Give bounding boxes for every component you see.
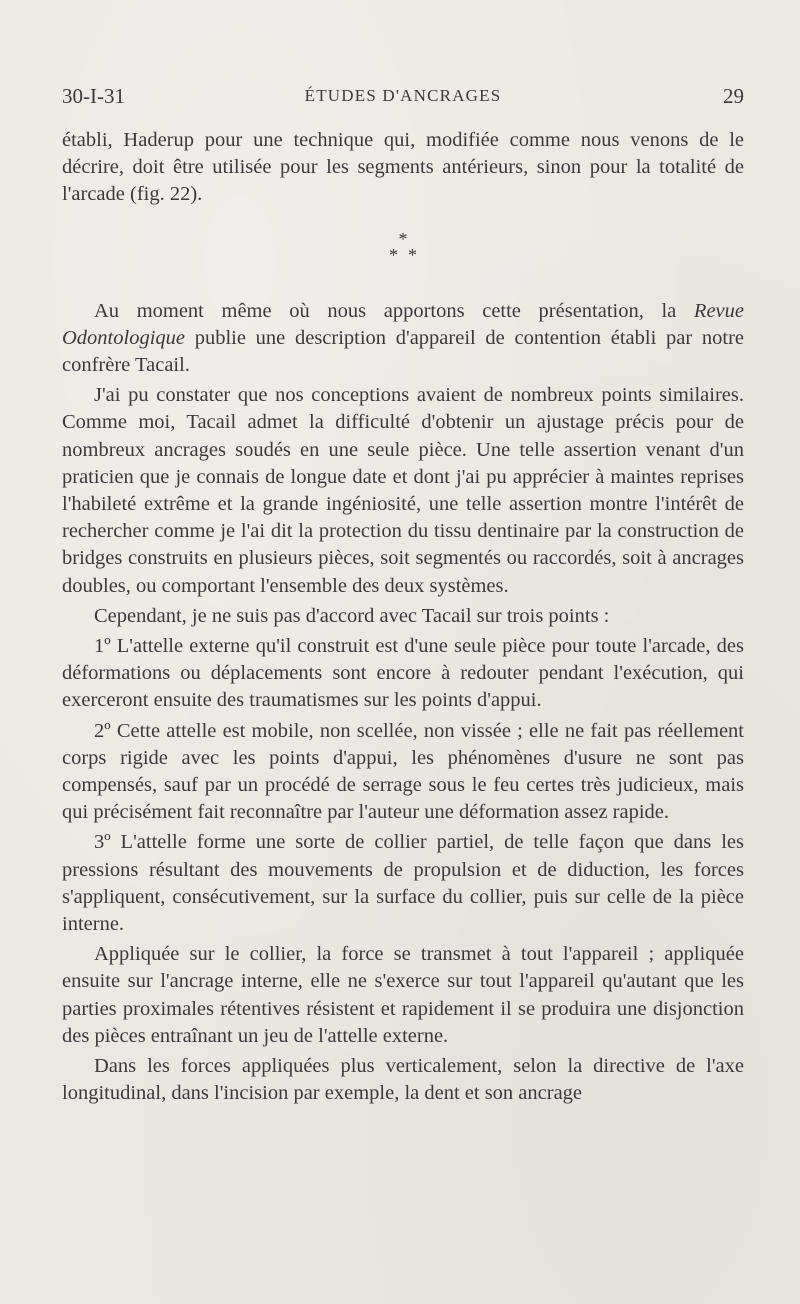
point-one: 1º L'attelle externe qu'il construit est d'une seule pièce pour toute l'arcade, des déformations ou déplacements sont encore à redouter pendant l'exécution, qui exerceront ensuite des traumatismes sur les points d'appui. xyxy=(62,635,744,712)
paragraph-text: publie une description d'appareil de contention établi par notre confrère Tacail. xyxy=(62,326,744,377)
journal-title: Revue Odontologique xyxy=(62,299,744,349)
section-asterism xyxy=(62,222,744,270)
paragraph-similarities: J'ai pu constater que nos conceptions avaient de nombreux points similaires. Comme moi, Tacail admet la difficulté d'obtenir un ajustage précis pour de nombreux ancrages soudés en une seule pièce. Une telle assertion venant d'un praticien que je connais de longue date et dont j'ai pu apprécier à maintes reprises l'habileté extrême et la grande ingéniosité, une telle assertion montre l'intérêt de rechercher comme je l'ai dit la protection du tissu dentinaire par la construction de bridges construits en plusieurs pièces, soit segmentés ou raccordés, soit à ancrages doubles, ou comportant l'ensemble des deux systèmes. xyxy=(62,384,744,597)
paragraph-disagreement: Cependant, je ne suis pas d'accord avec Tacail sur trois points : xyxy=(94,604,610,627)
paragraph-force-collar: Appliquée sur le collier, la force se transmet à tout l'appareil ; appliquée ensuite sur l'ancrage interne, elle ne s'exerce sur tout l'appareil qu'autant que les parties proximales rétentives résistent et rapidement il se produira une disjonction des pièces entraînant un jeu de l'attelle externe. xyxy=(62,943,744,1047)
asterism-top: * xyxy=(398,228,408,249)
paragraph-text: Au moment même où nous apportons cette présentation, la xyxy=(94,299,694,322)
point-two: 2º Cette attelle est mobile, non scellée, non vissée ; elle ne fait pas réellement corps rigide avec les points d'appui, les phénomènes d'usure ne sont pas compensés, sauf par un procédé de serrage sous le feu certes très judicieux, mais qui précisément fait reconnaître par l'auteur une déformation assez rapide. xyxy=(62,719,744,824)
header-date: 30-I-31 xyxy=(62,84,125,108)
body-text xyxy=(62,127,744,1108)
paragraph-vertical-forces: Dans les forces appliquées plus verticalement, selon la directive de l'axe longitudinal, dans l'incision par exemple, la dent et son ancrage xyxy=(62,1055,744,1105)
page-number: 29 xyxy=(723,84,744,108)
paragraph-presentation xyxy=(62,298,744,380)
paragraph-continuation: établi, Haderup pour une technique qui, modifiée comme nous venons de le décrire, doit être utilisée pour les segments antérieurs, sinon pour la totalité de l'arcade (fig. 22). xyxy=(62,129,744,206)
header-title: ÉTUDES D'ANCRAGES xyxy=(304,86,502,105)
point-three: 3º L'attelle forme une sorte de collier partiel, de telle façon que dans les pressions résultant des mouvements de propulsion et de diduction, les forces s'appliquent, consécutivement, sur la surface du collier, puis sur celle de la pièce interne. xyxy=(62,831,744,936)
running-header xyxy=(62,82,744,110)
asterism-bottom: ** xyxy=(389,244,427,265)
